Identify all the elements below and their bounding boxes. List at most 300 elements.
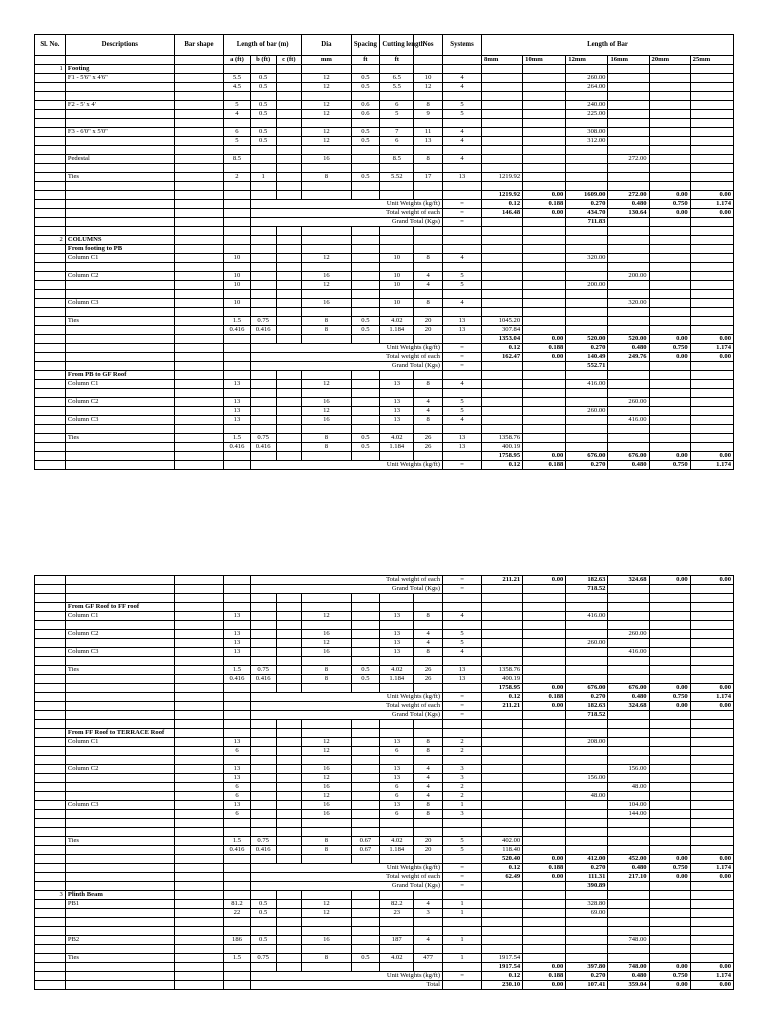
cell-length-of-bar <box>523 74 566 83</box>
cell-bar-shape <box>174 317 223 326</box>
cell-length-of-bar <box>608 110 649 119</box>
cell-value: 13 <box>380 648 414 657</box>
cell-length-of-bar <box>608 65 649 74</box>
cell-length-of-bar: 0.480 <box>608 693 649 702</box>
cell-value: 6 <box>224 810 251 819</box>
cell-bar-shape <box>174 783 223 792</box>
cell-value <box>250 684 276 693</box>
cell-value <box>380 594 414 603</box>
cell-length-of-bar <box>608 639 649 648</box>
cell-sl-no <box>35 630 66 639</box>
cell-length-of-bar <box>690 828 733 837</box>
cell-length-of-bar <box>608 227 649 236</box>
cell-value: 10 <box>414 74 443 83</box>
cell-value <box>351 281 380 290</box>
table-row <box>35 828 734 837</box>
cell-length-of-bar <box>566 621 608 630</box>
cell-value <box>414 308 443 317</box>
cell-value <box>276 137 302 146</box>
cell-value: 0.75 <box>250 666 276 675</box>
cell-value <box>276 684 302 693</box>
cell-value: 0.416 <box>224 443 251 452</box>
cell-length-of-bar <box>482 801 523 810</box>
cell-value <box>276 407 302 416</box>
cell-length-of-bar <box>482 738 523 747</box>
cell-length-of-bar <box>523 308 566 317</box>
table-row <box>35 639 734 648</box>
cell-value <box>414 182 443 191</box>
cell-value <box>250 227 276 236</box>
cell-length-of-bar <box>523 603 566 612</box>
cell-value: 82.2 <box>380 900 414 909</box>
cell-value <box>224 819 251 828</box>
cell-value <box>250 774 276 783</box>
cell-length-of-bar <box>523 317 566 326</box>
table-row <box>35 837 734 846</box>
cell-length-of-bar <box>566 801 608 810</box>
cell-length-of-bar <box>566 155 608 164</box>
cell-value <box>250 407 276 416</box>
cell-systems <box>443 945 482 954</box>
cell-value <box>224 945 251 954</box>
cell-length-of-bar: 0.00 <box>690 855 733 864</box>
cell-description <box>65 263 174 272</box>
cell-length-of-bar: 390.89 <box>566 882 608 891</box>
cell-value <box>224 182 251 191</box>
cell-length-of-bar: 0.270 <box>566 200 608 209</box>
cell-bar-shape <box>174 398 223 407</box>
cell-length-of-bar: 0.270 <box>566 864 608 873</box>
cell-length-of-bar: 416.00 <box>566 612 608 621</box>
cell-description <box>65 864 174 873</box>
cell-value: 12 <box>302 747 351 756</box>
cell-value <box>276 792 302 801</box>
cell-length-of-bar: 0.188 <box>523 972 566 981</box>
cell-value: 16 <box>302 155 351 164</box>
cell-value <box>224 828 251 837</box>
cell-bar-shape <box>174 846 223 855</box>
cell-sl-no <box>35 828 66 837</box>
cell-length-of-bar <box>690 92 733 101</box>
cell-description: Column C2 <box>65 765 174 774</box>
cell-length-of-bar <box>690 720 733 729</box>
cell-value: 6 <box>224 792 251 801</box>
cell-length-of-bar <box>608 128 649 137</box>
table-row <box>35 702 734 711</box>
cell-length-of-bar <box>649 281 690 290</box>
cell-length-of-bar <box>523 711 566 720</box>
cell-sl-no <box>35 936 66 945</box>
cell-length-of-bar: 0.00 <box>690 353 733 362</box>
header-cutting-length: Cutting length <box>380 35 414 56</box>
cell-value: 2 <box>224 173 251 182</box>
cell-value <box>250 182 276 191</box>
table-row <box>35 738 734 747</box>
cell-length-of-bar <box>649 290 690 299</box>
cell-length-of-bar: 328.80 <box>566 900 608 909</box>
cell-value <box>250 657 276 666</box>
cell-length-of-bar <box>608 918 649 927</box>
cell-description: From FF Roof to TERRACE Roof <box>65 729 174 738</box>
cell-value <box>224 245 251 254</box>
cell-length-of-bar <box>649 585 690 594</box>
cell-length-of-bar <box>523 675 566 684</box>
cell-value <box>414 119 443 128</box>
cell-value: 8 <box>302 666 351 675</box>
cell-value <box>414 855 443 864</box>
cell-bar-shape <box>174 576 223 585</box>
cell-value <box>380 236 414 245</box>
cell-description <box>65 621 174 630</box>
cell-length-of-bar <box>608 389 649 398</box>
table-row <box>35 146 734 155</box>
cell-sl-no <box>35 720 66 729</box>
cell-length-of-bar <box>649 765 690 774</box>
cell-length-of-bar <box>690 954 733 963</box>
cell-length-of-bar <box>608 594 649 603</box>
cell-length-of-bar: 0.12 <box>482 200 523 209</box>
table-row <box>35 65 734 74</box>
cell-length-of-bar <box>566 747 608 756</box>
cell-length-of-bar <box>566 945 608 954</box>
cell-length-of-bar <box>482 765 523 774</box>
cell-bar-shape <box>174 128 223 137</box>
cell-value: 0.5 <box>250 128 276 137</box>
cell-bar-shape <box>174 218 223 227</box>
subheader-cell <box>65 56 174 65</box>
cell-description: Ties <box>65 954 174 963</box>
cell-value <box>276 828 302 837</box>
cell-value <box>276 630 302 639</box>
cell-sl-no <box>35 272 66 281</box>
cell-value <box>351 612 380 621</box>
cell-description: Plinth Beam <box>65 891 174 900</box>
subheader-10mm: 10mm <box>523 56 566 65</box>
table-row <box>35 299 734 308</box>
cell-bar-shape <box>174 182 223 191</box>
cell-sl-no <box>35 927 66 936</box>
cell-value <box>276 317 302 326</box>
cell-length-of-bar <box>482 128 523 137</box>
cell-systems: = <box>442 218 481 227</box>
cell-length-of-bar <box>566 173 608 182</box>
cell-value: 4.02 <box>380 837 414 846</box>
cell-value: 8 <box>414 810 443 819</box>
table-row <box>35 407 734 416</box>
cell-length-of-bar: 0.270 <box>566 693 608 702</box>
cell-length-of-bar: 416.00 <box>608 416 649 425</box>
cell-sl-no <box>35 711 66 720</box>
cell-description: Ties <box>65 666 174 675</box>
table-row <box>35 191 734 200</box>
table-row <box>35 909 734 918</box>
cell-length-of-bar <box>608 371 649 380</box>
subheader-cell <box>442 56 481 65</box>
cell-length-of-bar: 1.174 <box>690 972 733 981</box>
cell-value: 4 <box>414 398 443 407</box>
cell-value <box>302 227 351 236</box>
cell-value <box>351 290 380 299</box>
cell-length-of-bar <box>608 927 649 936</box>
cell-bar-shape <box>174 684 223 693</box>
cell-length-of-bar <box>523 792 566 801</box>
cell-length-of-bar <box>566 891 608 900</box>
cell-length-of-bar <box>523 434 566 443</box>
cell-length-of-bar: 1353.04 <box>482 335 523 344</box>
cell-value <box>276 603 302 612</box>
header-spacing: Spacing <box>351 35 380 56</box>
cell-sl-no <box>35 954 66 963</box>
cell-length-of-bar <box>690 74 733 83</box>
cell-sl-no <box>35 128 66 137</box>
cell-sl-no <box>35 308 66 317</box>
cell-length-of-bar <box>649 416 690 425</box>
cell-sl-no <box>35 972 66 981</box>
cell-value <box>351 263 380 272</box>
cell-value <box>250 963 276 972</box>
cell-value <box>250 720 276 729</box>
cell-bar-shape <box>174 443 223 452</box>
cell-length-of-bar <box>649 317 690 326</box>
cell-value <box>351 65 380 74</box>
cell-length-of-bar <box>523 738 566 747</box>
cell-sl-no: 3 <box>35 891 66 900</box>
header-bar-shape: Bar shape <box>174 35 223 56</box>
cell-length-of-bar <box>649 657 690 666</box>
cell-description <box>65 290 174 299</box>
cell-length-of-bar <box>690 603 733 612</box>
cell-value <box>302 245 351 254</box>
cell-length-of-bar <box>566 729 608 738</box>
cell-sl-no <box>35 353 66 362</box>
table-row <box>35 74 734 83</box>
cell-systems: 4 <box>442 254 481 263</box>
cell-length-of-bar <box>608 666 649 675</box>
cell-value <box>276 900 302 909</box>
cell-value <box>250 639 276 648</box>
cell-description: Ties <box>65 837 174 846</box>
cell-length-of-bar <box>482 648 523 657</box>
cell-value <box>224 756 251 765</box>
cell-value <box>351 380 380 389</box>
cell-description <box>65 209 174 218</box>
cell-value: 5 <box>380 110 414 119</box>
cell-value <box>276 74 302 83</box>
cell-value: 0.5 <box>351 317 380 326</box>
cell-value <box>414 263 443 272</box>
cell-length-of-bar <box>649 74 690 83</box>
cell-length-of-bar <box>608 954 649 963</box>
cell-length-of-bar <box>566 846 608 855</box>
cell-value: 1.5 <box>224 954 251 963</box>
cell-length-of-bar <box>649 954 690 963</box>
cell-length-of-bar <box>482 729 523 738</box>
table-row <box>35 83 734 92</box>
cell-length-of-bar: 0.00 <box>649 209 690 218</box>
cell-value <box>380 290 414 299</box>
cell-value <box>276 954 302 963</box>
cell-value <box>351 407 380 416</box>
cell-systems <box>442 371 481 380</box>
cell-sl-no <box>35 101 66 110</box>
cell-length-of-bar <box>690 648 733 657</box>
cell-length-of-bar: 272.00 <box>608 155 649 164</box>
cell-value <box>250 792 276 801</box>
cell-bar-shape <box>174 981 223 990</box>
cell-value <box>380 621 414 630</box>
cell-length-of-bar <box>690 927 733 936</box>
cell-sl-no <box>35 416 66 425</box>
cell-length-of-bar <box>482 164 523 173</box>
cell-value: 9 <box>414 110 443 119</box>
cell-description <box>65 308 174 317</box>
cell-length-of-bar: 434.70 <box>566 209 608 218</box>
cell-value: 1.5 <box>224 317 251 326</box>
cell-value <box>380 684 414 693</box>
cell-length-of-bar: 0.00 <box>649 335 690 344</box>
cell-value <box>351 630 380 639</box>
cell-length-of-bar <box>608 819 649 828</box>
cell-systems <box>442 236 481 245</box>
cell-value: 13 <box>380 416 414 425</box>
cell-length-of-bar: 260.00 <box>608 630 649 639</box>
cell-length-of-bar <box>566 756 608 765</box>
cell-systems: 4 <box>442 83 481 92</box>
cell-systems <box>442 245 481 254</box>
cell-value: 6 <box>380 792 414 801</box>
cell-value: 20 <box>414 317 443 326</box>
cell-length-of-bar <box>566 765 608 774</box>
cell-value: 1.184 <box>380 443 414 452</box>
cell-value <box>414 621 443 630</box>
cell-value <box>414 245 443 254</box>
cell-bar-shape <box>174 335 223 344</box>
cell-bar-shape <box>174 245 223 254</box>
cell-length-of-bar: 748.00 <box>608 936 649 945</box>
cell-description <box>65 443 174 452</box>
table-row <box>35 657 734 666</box>
cell-sl-no <box>35 110 66 119</box>
cell-value: 0.5 <box>250 101 276 110</box>
cell-value: 1.5 <box>224 837 251 846</box>
cell-length-of-bar: 0.12 <box>482 972 523 981</box>
cell-systems: 3 <box>443 765 482 774</box>
cell-value <box>351 191 380 200</box>
cell-value: 10 <box>224 299 251 308</box>
cell-length-of-bar <box>566 308 608 317</box>
table-row <box>35 648 734 657</box>
cell-length-of-bar <box>690 290 733 299</box>
cell-value <box>224 702 251 711</box>
cell-systems: = <box>443 702 482 711</box>
cell-value <box>250 783 276 792</box>
cell-length-of-bar <box>649 371 690 380</box>
cell-length-of-bar: 1.174 <box>690 461 733 470</box>
cell-length-of-bar <box>690 900 733 909</box>
cell-length-of-bar: 676.00 <box>608 452 649 461</box>
cell-systems: 1 <box>443 936 482 945</box>
cell-value: 12 <box>302 74 351 83</box>
cell-length-of-bar: 156.00 <box>608 765 649 774</box>
cell-length-of-bar <box>649 92 690 101</box>
table-row <box>35 236 734 245</box>
cell-bar-shape <box>174 371 223 380</box>
cell-length-of-bar <box>649 245 690 254</box>
cell-value: 81.2 <box>224 900 251 909</box>
cell-systems <box>443 927 482 936</box>
table-row <box>35 452 734 461</box>
cell-length-of-bar <box>649 380 690 389</box>
cell-sl-no <box>35 594 66 603</box>
cell-value: 22 <box>224 909 251 918</box>
cell-description <box>65 182 174 191</box>
cell-value: 8 <box>414 612 443 621</box>
cell-length-of-bar: 182.63 <box>566 576 608 585</box>
cell-bar-shape <box>174 828 223 837</box>
cell-length-of-bar <box>690 398 733 407</box>
cell-value <box>351 729 380 738</box>
cell-sl-no <box>35 344 66 353</box>
cell-systems <box>443 756 482 765</box>
cell-length-of-bar: 0.00 <box>523 873 566 882</box>
cell-value <box>351 92 380 101</box>
cell-description: Ties <box>65 434 174 443</box>
cell-length-of-bar: 324.68 <box>608 702 649 711</box>
cell-value: 8 <box>302 326 351 335</box>
cell-length-of-bar <box>482 945 523 954</box>
cell-length-of-bar <box>566 630 608 639</box>
cell-length-of-bar <box>523 810 566 819</box>
cell-length-of-bar: 200.00 <box>566 281 608 290</box>
cell-value <box>302 891 351 900</box>
cell-length-of-bar <box>523 218 566 227</box>
cell-systems <box>442 425 481 434</box>
table-row <box>35 954 734 963</box>
cell-value: 8 <box>302 675 351 684</box>
cell-value <box>302 621 351 630</box>
cell-length-of-bar: 48.00 <box>566 792 608 801</box>
cell-value <box>414 146 443 155</box>
cell-value: 12 <box>302 83 351 92</box>
cell-value <box>414 657 443 666</box>
cell-length-of-bar <box>523 263 566 272</box>
cell-length-of-bar <box>649 639 690 648</box>
cell-systems: 4 <box>442 74 481 83</box>
cell-length-of-bar: 48.00 <box>608 783 649 792</box>
table-row <box>35 164 734 173</box>
cell-length-of-bar <box>690 846 733 855</box>
cell-value: 1.184 <box>380 675 414 684</box>
cell-length-of-bar <box>566 837 608 846</box>
cell-length-of-bar <box>608 837 649 846</box>
cell-value <box>351 756 380 765</box>
cell-value <box>224 119 251 128</box>
cell-value <box>224 353 251 362</box>
cell-length-of-bar <box>523 927 566 936</box>
cell-sl-no <box>35 335 66 344</box>
cell-value <box>302 191 351 200</box>
cell-description <box>65 756 174 765</box>
cell-bar-shape <box>174 362 223 371</box>
cell-systems: 2 <box>443 783 482 792</box>
table-row <box>35 209 734 218</box>
cell-length-of-bar <box>649 891 690 900</box>
cell-length-of-bar <box>649 155 690 164</box>
cell-value <box>351 747 380 756</box>
cell-value <box>276 837 302 846</box>
cell-length-of-bar <box>523 846 566 855</box>
cell-value: 4 <box>414 792 443 801</box>
